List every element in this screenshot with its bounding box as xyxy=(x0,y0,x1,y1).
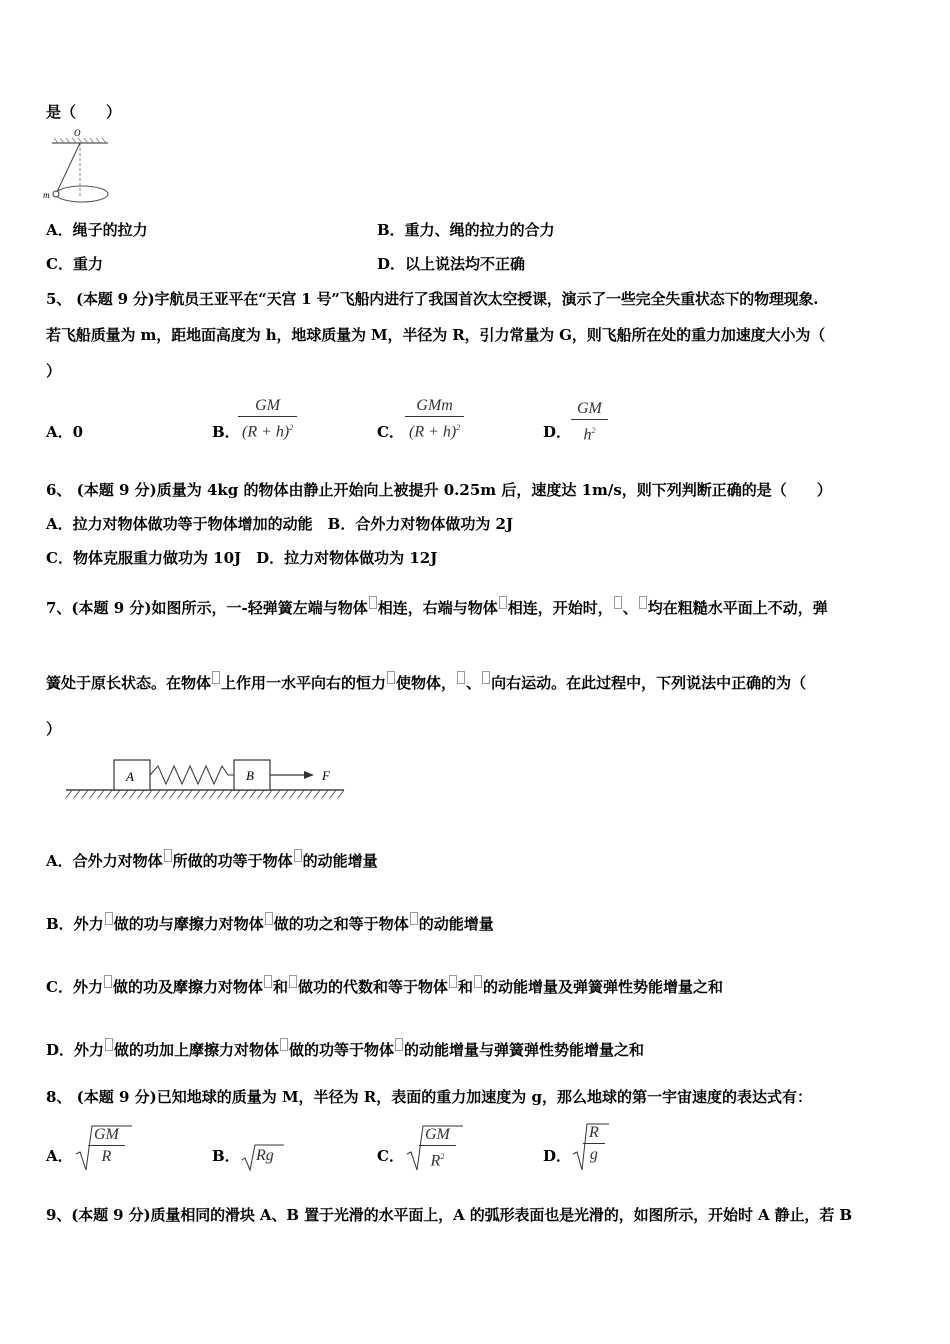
q7-option-a: A．合外力对物体 所做的功等于物体 的动能增量 xyxy=(46,849,378,871)
pendulum-o-label: O xyxy=(74,128,81,138)
q4-option-b: B．重力、绳的拉力的合力 xyxy=(377,221,555,239)
q5-option-d-fraction: $\frac{GM}{h^2}$ xyxy=(571,399,608,446)
q6-line-1: 6、 (本题 9 分)质量为 4kg 的物体由静止开始向上被提升 0.25m 后，速度达 1m/s，则下列判断正确的是（ ） xyxy=(46,481,832,499)
missing-glyph-icon xyxy=(212,671,220,684)
q7-option-d: D．外力 做的功加上摩擦力对物体 做的功等于物体 的动能增量与弹簧弹性势能增量之和 xyxy=(46,1038,644,1060)
q5-line-2: 若飞船质量为 m，距地面高度为 h，地球质量为 M，半径为 R，引力常量为 G，则飞船所在处的重力加速度大小为（ xyxy=(46,326,826,344)
missing-glyph-icon xyxy=(280,1038,288,1051)
q5-option-d-label: D． xyxy=(543,423,572,441)
q6-line-3: C．物体克服重力做功为 10J D．拉力对物体做功为 12J xyxy=(46,549,438,567)
pendulum-figure xyxy=(40,126,120,208)
q6-line-2: A．拉力对物体做功等于物体增加的动能 B．合外力对物体做功为 2J xyxy=(46,515,514,533)
q5-line-1: 5、 (本题 9 分)宇航员王亚平在“天宫 1 号”飞船内进行了我国首次太空授课，演示了一些完全失重状态下的物理现象. xyxy=(46,290,819,308)
q8-line-1: 8、 (本题 9 分)已知地球的质量为 M，半径为 R，表面的重力加速度为 g，那么地球的第一宇宙速度的表达式有： xyxy=(46,1088,812,1106)
q5-line-3: ） xyxy=(46,362,62,380)
pendulum-m-label: m xyxy=(43,190,50,200)
q8-option-c-label: C． xyxy=(377,1147,404,1165)
spring-block-figure xyxy=(60,752,370,814)
missing-glyph-icon xyxy=(105,1038,113,1051)
q7-option-b: B．外力 做的功与摩擦力对物体 做的功之和等于物体 的动能增量 xyxy=(46,912,494,934)
q7-option-c: C．外力 做的功及摩擦力对物体 和 做功的代数和等于物体 和 的动能增量及弹簧弹性势能增量之和 xyxy=(46,975,723,997)
q8-option-b-sqrt: Rg xyxy=(240,1142,286,1176)
missing-glyph-icon xyxy=(105,912,113,925)
q7-line-3: ） xyxy=(46,720,62,738)
force-f-label: F xyxy=(322,768,330,783)
missing-glyph-icon xyxy=(482,671,490,684)
q7-line-1: 7、(本题 9 分)如图所示，一-轻弹簧左端与物体 相连，右端与物体 相连，开始时， 、 均在粗糙水平面上不动，弹 xyxy=(46,596,828,618)
missing-glyph-icon xyxy=(474,975,482,988)
missing-glyph-icon xyxy=(395,1038,403,1051)
q8-option-b-label: B． xyxy=(212,1147,240,1165)
q8-option-d-label: D． xyxy=(543,1147,572,1165)
q5-option-c-fraction: GMm $(R + h)^2$ xyxy=(405,396,464,443)
missing-glyph-icon xyxy=(387,671,395,684)
q5-option-b-fraction: $\frac{GM}{(R + h)^2}$ xyxy=(238,396,297,443)
missing-glyph-icon xyxy=(639,596,647,609)
q8-option-d-sqrt: $\frac{R}{g}$ xyxy=(571,1120,611,1178)
missing-glyph-icon xyxy=(449,975,457,988)
q5-option-b-label: B． xyxy=(212,423,240,441)
q7-line-2: 簧处于原长状态。在物体 上作用一水平向右的恒力 使物体， 、 向右运动。在此过程中，下列说法中正确的为（ xyxy=(46,671,806,693)
block-b-label: B xyxy=(246,768,254,783)
missing-glyph-icon xyxy=(164,849,172,862)
q5-option-c-label: C． xyxy=(377,423,404,441)
missing-glyph-icon xyxy=(410,912,418,925)
q8-option-a-sqrt: $\frac{GM}{R}$ xyxy=(74,1122,134,1178)
missing-glyph-icon xyxy=(104,975,112,988)
missing-glyph-icon xyxy=(294,849,302,862)
q5-option-a: A．0 xyxy=(46,423,84,441)
missing-glyph-icon xyxy=(289,975,297,988)
missing-glyph-icon xyxy=(614,596,622,609)
q8-option-a-label: A． xyxy=(46,1147,73,1165)
q4-option-c: C．重力 xyxy=(46,255,103,273)
q4-option-d: D．以上说法均不正确 xyxy=(377,255,526,273)
missing-glyph-icon xyxy=(369,596,377,609)
missing-glyph-icon xyxy=(457,671,465,684)
q8-option-c-sqrt: $\frac{GM}{R^2}$ xyxy=(405,1122,465,1178)
missing-glyph-icon xyxy=(265,912,273,925)
q9-line-1: 9、(本题 9 分)质量相同的滑块 A、B 置于光滑的水平面上，A 的弧形表面也是光滑的，如图所示，开始时 A 静止，若 B xyxy=(46,1206,852,1224)
missing-glyph-icon xyxy=(264,975,272,988)
q4-option-a: A．绳子的拉力 xyxy=(46,221,148,239)
block-a-label: A xyxy=(126,769,134,784)
q4-tail: 是（ ） xyxy=(46,103,122,121)
missing-glyph-icon xyxy=(499,596,507,609)
